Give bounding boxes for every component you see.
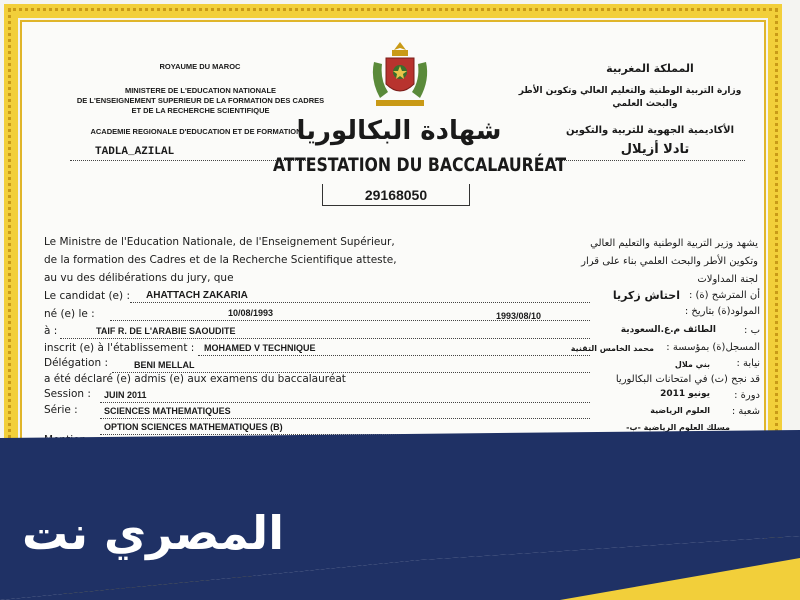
inscrit-value: MOHAMED V TECHNIQUE (204, 343, 316, 353)
header-ar-academy: الأكاديمية الجهوية للتربية والتكوين (565, 125, 735, 136)
delegation-label-ar: نيابة : (736, 358, 760, 369)
inscrit-label-ar: المسجل(ة) بمؤسسة : (666, 342, 760, 353)
intro-fr-1: Le Ministre de l'Education Nationale, de l'Enseignement Supérieur, (44, 236, 395, 248)
header-ar-ministry-2: والبحث العلمي (612, 99, 678, 109)
lieu-value: TAIF R. DE L'ARABIE SAOUDITE (96, 326, 236, 336)
header-fr-ministry-2: DE L'ENSEIGNEMENT SUPERIEUR DE LA FORMATION DES CADRES (76, 96, 325, 105)
session-value: JUIN 2011 (104, 390, 147, 400)
lieu-label: à : (44, 325, 58, 337)
ne-label: né (e) le : (44, 308, 95, 320)
delegation-label: Délégation : (44, 357, 109, 369)
candidat-label: Le candidat (e) : (44, 290, 130, 302)
header-ar-ministry: وزارة التربية الوطنية والتعليم العالي وتكوين الأطر (518, 86, 742, 96)
intro-ar-3: لجنة المداولات (697, 274, 758, 285)
certificate-number: 29168050 (364, 187, 428, 203)
intro-ar-1: يشهد وزير التربية الوطنية والتعليم العالي (590, 238, 758, 249)
region-ar: تادلا أزيلال (620, 142, 690, 157)
option-value: OPTION SCIENCES MATHEMATIQUES (B) (104, 422, 283, 432)
intro-ar-2: وتكوين الأطر والبحث العلمي بناء على قرار (581, 256, 758, 267)
delegation-value-ar: بني ملال (674, 360, 710, 369)
inscrit-label: inscrit (e) à l'établissement : (44, 342, 195, 354)
lieu-value-ar: الطائف م.ع.السعودية (620, 325, 716, 335)
delegation-value: BENI MELLAL (134, 360, 195, 370)
session-label-ar: دورة : (734, 390, 760, 401)
ne-value-ar: 1993/08/10 (496, 311, 542, 321)
ne-value: 10/08/1993 (228, 308, 274, 318)
header-fr-kingdom: ROYAUME DU MAROC (159, 62, 241, 71)
session-label: Session : (44, 388, 91, 400)
header-fr-ministry: MINISTERE DE L'EDUCATION NATIONALE (124, 86, 277, 95)
header-fr-academy: ACADEMIE REGIONALE D'EDUCATION ET DE FORMATION (90, 127, 302, 136)
title-french: ATTESTATION DU BACCALAURÉAT (273, 154, 567, 176)
serie-value: SCIENCES MATHEMATIQUES (104, 406, 231, 416)
candidat-value-ar: احتاش زكريا (612, 289, 680, 302)
session-value-ar: يونيو 2011 (660, 389, 710, 399)
lieu-label-ar: ب : (744, 325, 760, 336)
inscrit-value-ar: محمد الخامس التقنية (570, 344, 654, 353)
ne-label-ar: المولود(ة) بتاريخ : (684, 306, 760, 317)
brand-logo-text: المصري نت (22, 506, 284, 560)
serie-label-ar: شعبة : (731, 406, 760, 417)
title-arabic: شهادة البكالوريا (296, 116, 502, 146)
candidat-value: AHATTACH ZAKARIA (146, 290, 248, 301)
admis-text-ar: قد نجح (ت) في امتحانات البكالوريا (615, 374, 760, 385)
option-value-ar: مسلك العلوم الرياضية -ب- (626, 423, 730, 432)
intro-fr-3: au vu des délibérations du jury, que (44, 272, 234, 284)
header-ar-kingdom: المملكة المغربية (606, 62, 694, 75)
admis-text: a été déclaré (e) admis (e) aux examens du baccalauréat (44, 373, 346, 385)
serie-label: Série : (44, 404, 78, 416)
intro-fr-2: de la formation des Cadres et de la Recherche Scientifique atteste, (44, 254, 397, 266)
header-fr-ministry-3: ET DE LA RECHERCHE SCIENTIFIQUE (131, 106, 270, 115)
candidat-label-ar: أن المترشح (ة) : (688, 290, 760, 301)
serie-value-ar: العلوم الرياضية (650, 406, 710, 415)
region-fr: TADLA_AZILAL (95, 146, 175, 158)
